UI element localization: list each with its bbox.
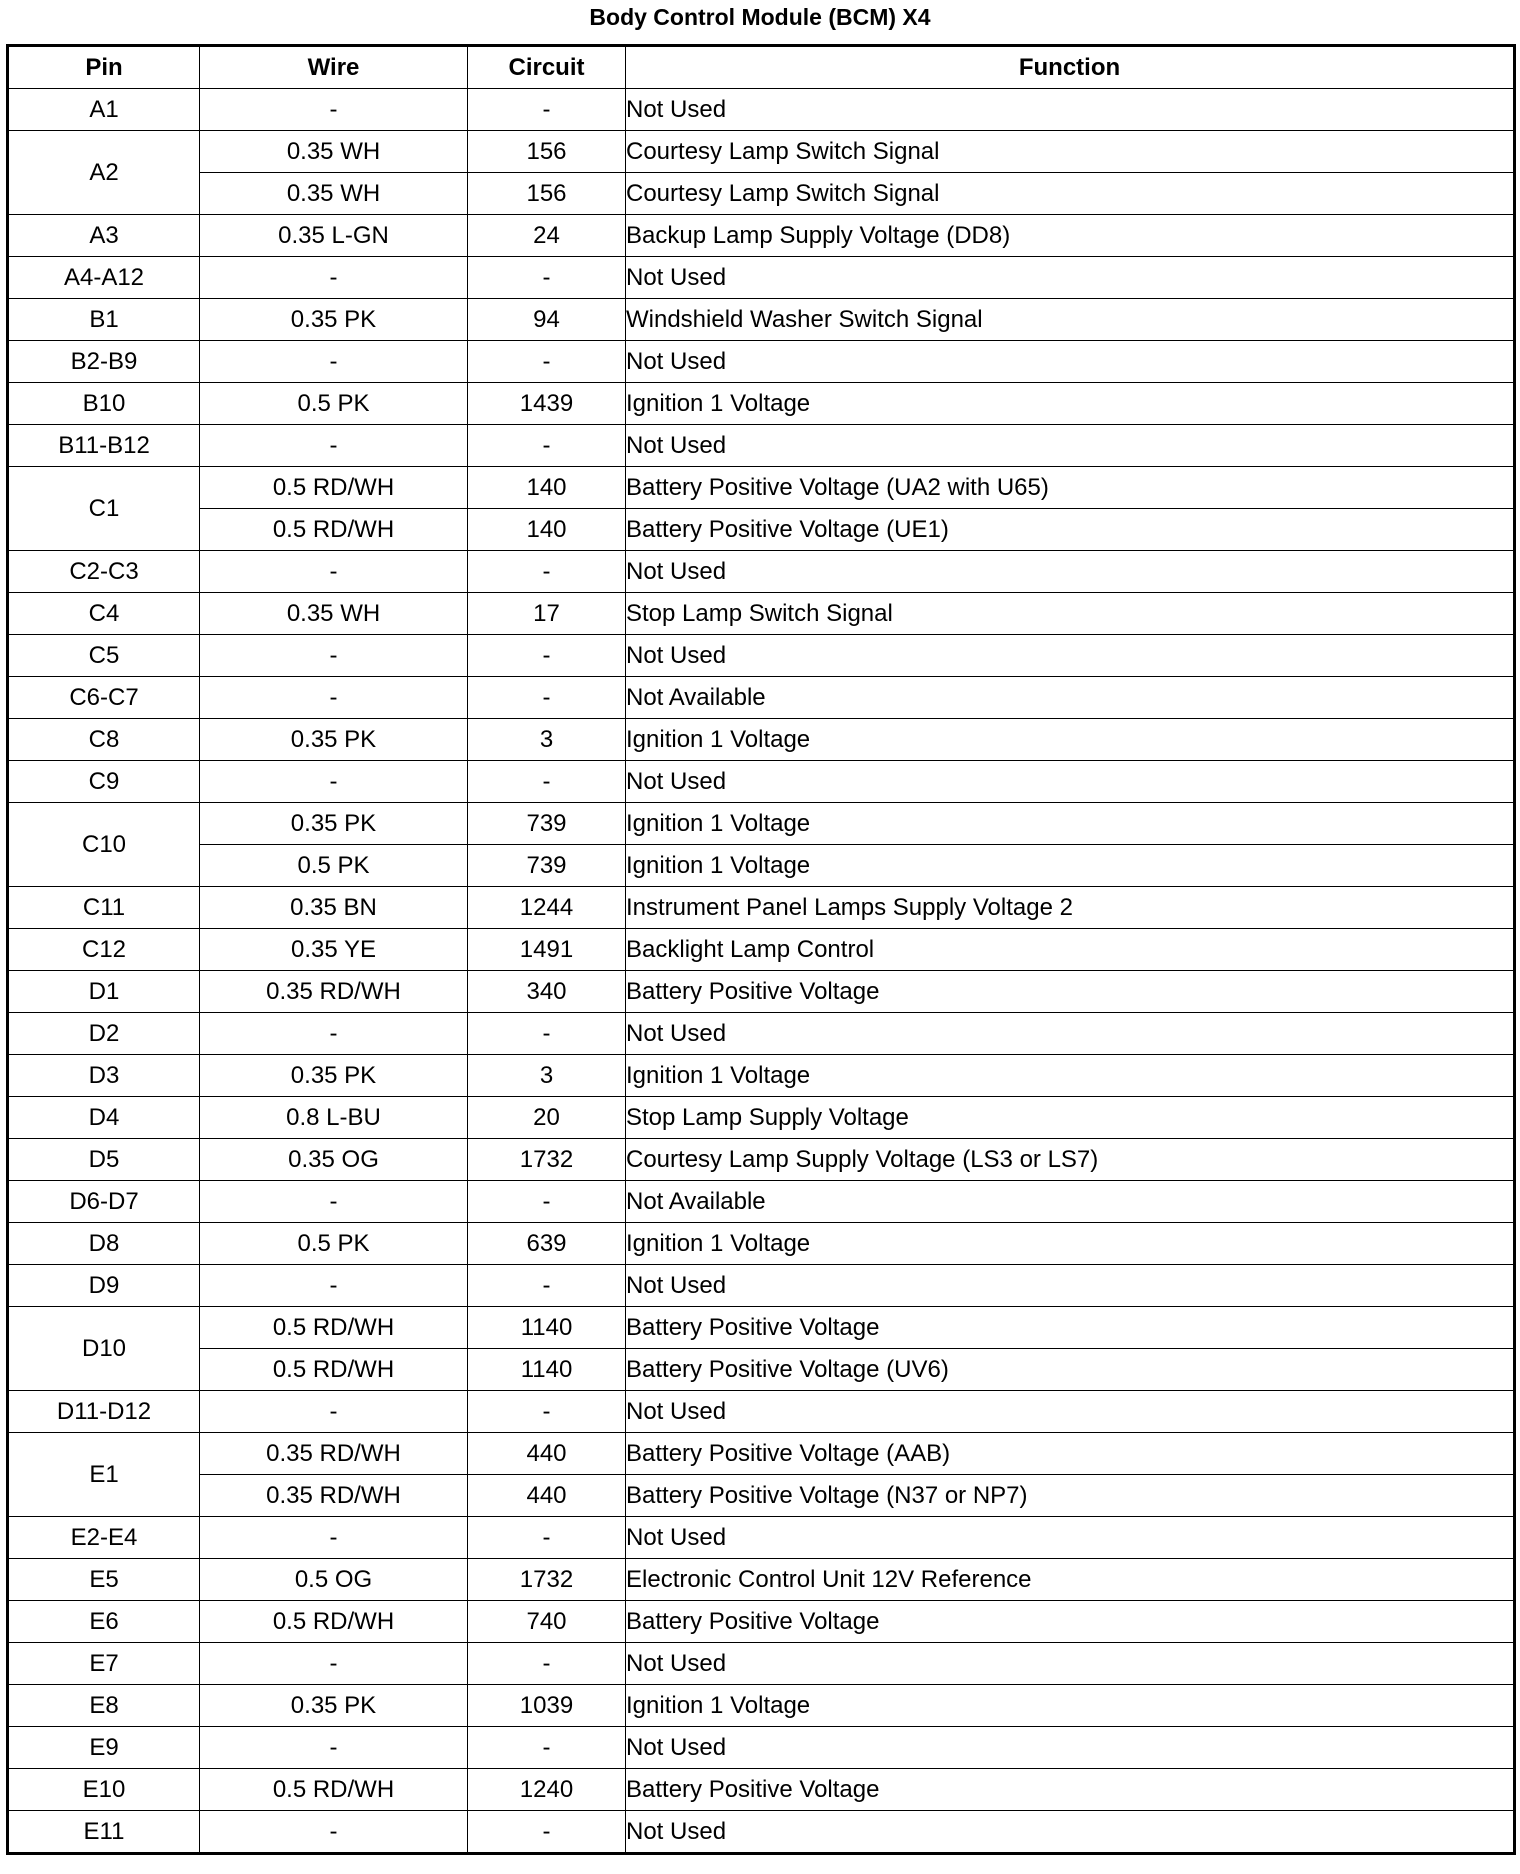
table-row <box>8 1097 1515 1139</box>
pin-cell: B2-B9 <box>8 341 200 383</box>
function-cell: Not Used <box>626 635 1515 677</box>
pin-cell: C11 <box>8 887 200 929</box>
function-cell: Battery Positive Voltage (UE1) <box>626 509 1515 551</box>
function-cell: Battery Positive Voltage <box>626 1307 1515 1349</box>
circuit-cell: - <box>468 1517 626 1559</box>
wire-cell: 0.35 RD/WH <box>200 971 468 1013</box>
pin-cell: C4 <box>8 593 200 635</box>
function-cell: Battery Positive Voltage (AAB) <box>626 1433 1515 1475</box>
function-cell: Ignition 1 Voltage <box>626 1223 1515 1265</box>
circuit-cell: - <box>468 425 626 467</box>
wire-cell: - <box>200 89 468 131</box>
pin-cell: C6-C7 <box>8 677 200 719</box>
wire-cell: 0.5 RD/WH <box>200 1769 468 1811</box>
pin-cell: E10 <box>8 1769 200 1811</box>
wire-cell: - <box>200 677 468 719</box>
pin-cell: E11 <box>8 1811 200 1854</box>
pin-cell: B10 <box>8 383 200 425</box>
function-cell: Not Available <box>626 677 1515 719</box>
table-row <box>8 341 1515 383</box>
wire-cell: 0.5 PK <box>200 1223 468 1265</box>
wire-cell: - <box>200 1811 468 1854</box>
circuit-cell: 94 <box>468 299 626 341</box>
pin-cell: C5 <box>8 635 200 677</box>
pin-cell: E9 <box>8 1727 200 1769</box>
function-cell: Not Available <box>626 1181 1515 1223</box>
wire-cell: - <box>200 1517 468 1559</box>
pin-cell: C12 <box>8 929 200 971</box>
header-circuit: Circuit <box>468 46 626 89</box>
circuit-cell: 740 <box>468 1601 626 1643</box>
circuit-cell: 1140 <box>468 1349 626 1391</box>
circuit-cell: 140 <box>468 509 626 551</box>
table-row <box>8 1391 1515 1433</box>
wire-cell: 0.35 WH <box>200 173 468 215</box>
wire-cell: - <box>200 1391 468 1433</box>
table-row <box>8 1223 1515 1265</box>
wire-cell: 0.5 RD/WH <box>200 1601 468 1643</box>
table-row <box>8 1517 1515 1559</box>
circuit-cell: 1491 <box>468 929 626 971</box>
circuit-cell: 156 <box>468 131 626 173</box>
wire-cell: 0.5 RD/WH <box>200 509 468 551</box>
function-cell: Not Used <box>626 1517 1515 1559</box>
pin-cell: B11-B12 <box>8 425 200 467</box>
table-row <box>8 1643 1515 1685</box>
pin-cell: E6 <box>8 1601 200 1643</box>
wire-cell: - <box>200 425 468 467</box>
circuit-cell: - <box>468 89 626 131</box>
function-cell: Ignition 1 Voltage <box>626 719 1515 761</box>
pin-cell: A1 <box>8 89 200 131</box>
function-cell: Instrument Panel Lamps Supply Voltage 2 <box>626 887 1515 929</box>
function-cell: Not Used <box>626 761 1515 803</box>
table-row <box>8 299 1515 341</box>
pin-cell: D8 <box>8 1223 200 1265</box>
pin-cell: C10 <box>8 803 200 887</box>
wire-cell: 0.35 YE <box>200 929 468 971</box>
circuit-cell: 20 <box>468 1097 626 1139</box>
circuit-cell: - <box>468 1727 626 1769</box>
table-row <box>8 803 1515 845</box>
function-cell: Not Used <box>626 341 1515 383</box>
function-cell: Not Used <box>626 1811 1515 1854</box>
table-row <box>8 1601 1515 1643</box>
function-cell: Not Used <box>626 1643 1515 1685</box>
pin-cell: A4-A12 <box>8 257 200 299</box>
wire-cell: 0.5 RD/WH <box>200 467 468 509</box>
circuit-cell: - <box>468 341 626 383</box>
wire-cell: 0.5 OG <box>200 1559 468 1601</box>
table-row <box>8 1811 1515 1854</box>
page-title: Body Control Module (BCM) X4 <box>589 4 931 30</box>
circuit-cell: 156 <box>468 173 626 215</box>
table-row <box>8 131 1515 173</box>
function-cell: Ignition 1 Voltage <box>626 1685 1515 1727</box>
circuit-cell: - <box>468 1013 626 1055</box>
wire-cell: 0.35 PK <box>200 803 468 845</box>
function-cell: Electronic Control Unit 12V Reference <box>626 1559 1515 1601</box>
circuit-cell: 440 <box>468 1433 626 1475</box>
function-cell: Battery Positive Voltage <box>626 971 1515 1013</box>
pin-cell: D11-D12 <box>8 1391 200 1433</box>
table-row <box>8 467 1515 509</box>
circuit-cell: - <box>468 1181 626 1223</box>
pin-cell: A2 <box>8 131 200 215</box>
function-cell: Not Used <box>626 1727 1515 1769</box>
circuit-cell: 1244 <box>468 887 626 929</box>
function-cell: Battery Positive Voltage (UV6) <box>626 1349 1515 1391</box>
function-cell: Not Used <box>626 551 1515 593</box>
table-row <box>8 761 1515 803</box>
circuit-cell: 739 <box>468 845 626 887</box>
circuit-cell: 17 <box>468 593 626 635</box>
table-row <box>8 719 1515 761</box>
pin-cell: E5 <box>8 1559 200 1601</box>
table-row <box>8 1139 1515 1181</box>
table-row <box>8 1181 1515 1223</box>
function-cell: Ignition 1 Voltage <box>626 803 1515 845</box>
wire-cell: - <box>200 761 468 803</box>
pin-cell: C1 <box>8 467 200 551</box>
circuit-cell: - <box>468 635 626 677</box>
pin-cell: E8 <box>8 1685 200 1727</box>
table-row <box>8 1265 1515 1307</box>
header-row <box>8 46 1515 89</box>
circuit-cell: 3 <box>468 1055 626 1097</box>
pinout-table <box>6 44 1516 1855</box>
circuit-cell: - <box>468 1811 626 1854</box>
table-row <box>8 173 1515 215</box>
table-row <box>8 845 1515 887</box>
circuit-cell: 1240 <box>468 1769 626 1811</box>
function-cell: Ignition 1 Voltage <box>626 1055 1515 1097</box>
table-row <box>8 1559 1515 1601</box>
circuit-cell: 739 <box>468 803 626 845</box>
table-row <box>8 257 1515 299</box>
function-cell: Not Used <box>626 1013 1515 1055</box>
circuit-cell: - <box>468 1391 626 1433</box>
circuit-cell: - <box>468 677 626 719</box>
function-cell: Backlight Lamp Control <box>626 929 1515 971</box>
table-row <box>8 1349 1515 1391</box>
pin-cell: D1 <box>8 971 200 1013</box>
wire-cell: - <box>200 341 468 383</box>
function-cell: Not Used <box>626 1391 1515 1433</box>
circuit-cell: 24 <box>468 215 626 257</box>
circuit-cell: - <box>468 761 626 803</box>
pin-cell: D4 <box>8 1097 200 1139</box>
pin-cell: C2-C3 <box>8 551 200 593</box>
circuit-cell: 1039 <box>468 1685 626 1727</box>
table-row <box>8 887 1515 929</box>
wire-cell: - <box>200 1643 468 1685</box>
pin-cell: E1 <box>8 1433 200 1517</box>
table-row <box>8 1433 1515 1475</box>
pin-cell: D10 <box>8 1307 200 1391</box>
function-cell: Battery Positive Voltage <box>626 1769 1515 1811</box>
header-function: Function <box>626 46 1515 89</box>
pin-cell: D6-D7 <box>8 1181 200 1223</box>
wire-cell: - <box>200 1265 468 1307</box>
wire-cell: 0.35 PK <box>200 719 468 761</box>
function-cell: Not Used <box>626 425 1515 467</box>
circuit-cell: 1732 <box>468 1139 626 1181</box>
wire-cell: 0.35 RD/WH <box>200 1475 468 1517</box>
wire-cell: 0.5 PK <box>200 383 468 425</box>
table-row <box>8 1769 1515 1811</box>
wire-cell: - <box>200 257 468 299</box>
pin-cell: D9 <box>8 1265 200 1307</box>
circuit-cell: 340 <box>468 971 626 1013</box>
pin-cell: C9 <box>8 761 200 803</box>
circuit-cell: 1439 <box>468 383 626 425</box>
circuit-cell: 1140 <box>468 1307 626 1349</box>
function-cell: Not Used <box>626 257 1515 299</box>
wire-cell: 0.35 PK <box>200 1055 468 1097</box>
pin-cell: E2-E4 <box>8 1517 200 1559</box>
function-cell: Courtesy Lamp Switch Signal <box>626 131 1515 173</box>
wire-cell: 0.5 RD/WH <box>200 1349 468 1391</box>
table-row <box>8 677 1515 719</box>
function-cell: Courtesy Lamp Supply Voltage (LS3 or LS7) <box>626 1139 1515 1181</box>
function-cell: Courtesy Lamp Switch Signal <box>626 173 1515 215</box>
table-body <box>8 89 1515 1854</box>
function-cell: Battery Positive Voltage <box>626 1601 1515 1643</box>
function-cell: Not Used <box>626 89 1515 131</box>
wire-cell: 0.8 L-BU <box>200 1097 468 1139</box>
table-row <box>8 1475 1515 1517</box>
table-row <box>8 593 1515 635</box>
table-row <box>8 425 1515 467</box>
function-cell: Ignition 1 Voltage <box>626 845 1515 887</box>
table-row <box>8 551 1515 593</box>
function-cell: Backup Lamp Supply Voltage (DD8) <box>626 215 1515 257</box>
circuit-cell: 1732 <box>468 1559 626 1601</box>
circuit-cell: - <box>468 257 626 299</box>
circuit-cell: 639 <box>468 1223 626 1265</box>
wire-cell: 0.35 PK <box>200 1685 468 1727</box>
table-row <box>8 1307 1515 1349</box>
wire-cell: 0.35 RD/WH <box>200 1433 468 1475</box>
wire-cell: 0.35 WH <box>200 131 468 173</box>
wire-cell: - <box>200 635 468 677</box>
wire-cell: 0.35 OG <box>200 1139 468 1181</box>
table-row <box>8 509 1515 551</box>
function-cell: Not Used <box>626 1265 1515 1307</box>
pin-cell: D2 <box>8 1013 200 1055</box>
circuit-cell: 3 <box>468 719 626 761</box>
circuit-cell: - <box>468 1643 626 1685</box>
pin-cell: D5 <box>8 1139 200 1181</box>
wire-cell: 0.35 BN <box>200 887 468 929</box>
table-row <box>8 1685 1515 1727</box>
wire-cell: 0.35 L-GN <box>200 215 468 257</box>
function-cell: Battery Positive Voltage (N37 or NP7) <box>626 1475 1515 1517</box>
wire-cell: - <box>200 1013 468 1055</box>
function-cell: Stop Lamp Switch Signal <box>626 593 1515 635</box>
function-cell: Battery Positive Voltage (UA2 with U65) <box>626 467 1515 509</box>
header-wire: Wire <box>200 46 468 89</box>
table-row <box>8 1727 1515 1769</box>
header-pin: Pin <box>8 46 200 89</box>
table-row <box>8 89 1515 131</box>
wire-cell: 0.5 PK <box>200 845 468 887</box>
circuit-cell: 140 <box>468 467 626 509</box>
function-cell: Windshield Washer Switch Signal <box>626 299 1515 341</box>
pin-cell: E7 <box>8 1643 200 1685</box>
wire-cell: 0.5 RD/WH <box>200 1307 468 1349</box>
wire-cell: - <box>200 1727 468 1769</box>
wire-cell: - <box>200 1181 468 1223</box>
table-row <box>8 635 1515 677</box>
table-row <box>8 971 1515 1013</box>
circuit-cell: - <box>468 551 626 593</box>
wire-cell: 0.35 WH <box>200 593 468 635</box>
function-cell: Stop Lamp Supply Voltage <box>626 1097 1515 1139</box>
table-row <box>8 215 1515 257</box>
wire-cell: 0.35 PK <box>200 299 468 341</box>
circuit-cell: 440 <box>468 1475 626 1517</box>
pin-cell: B1 <box>8 299 200 341</box>
table-row <box>8 383 1515 425</box>
table-row <box>8 1013 1515 1055</box>
table-row <box>8 1055 1515 1097</box>
circuit-cell: - <box>468 1265 626 1307</box>
pin-cell: D3 <box>8 1055 200 1097</box>
pin-cell: C8 <box>8 719 200 761</box>
table-row <box>8 929 1515 971</box>
function-cell: Ignition 1 Voltage <box>626 383 1515 425</box>
wire-cell: - <box>200 551 468 593</box>
pin-cell: A3 <box>8 215 200 257</box>
